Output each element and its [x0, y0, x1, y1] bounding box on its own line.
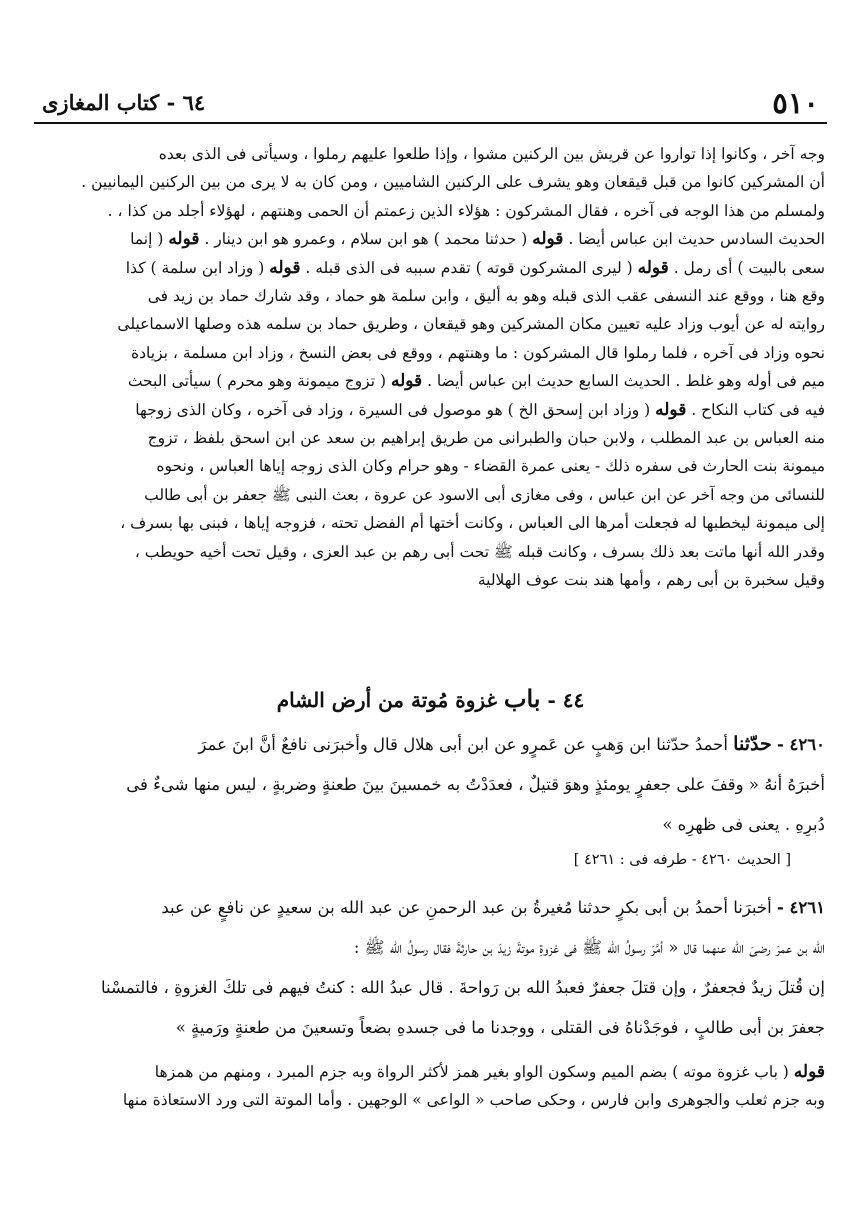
commentary-text: فيه فى كتاب النكاح .: [686, 400, 825, 419]
commentary-text: الحديث السادس حديث ابن عباس أيضا .: [563, 230, 825, 249]
commentary-line: [36, 225, 825, 253]
hadith-4260: [36, 724, 825, 845]
commentary-line: [36, 481, 825, 509]
hadith-text: أحمدُ حدّثنا ابن وَهبٍ عن عَمرٍو عن ابن أبى هلال قال وأخبرَنى نافعٌ أنَّ ابنَ عمرَ: [198, 735, 728, 754]
commentary-line: [36, 566, 825, 594]
commentary-text: ( وزاد ابن إسحق الخ ) هو موصول فى السيرة ، وزاد فى آخره ، وكان الذى زوجها: [135, 400, 656, 419]
qawl-marker: قوله: [637, 257, 669, 278]
commentary-text: ميم فى أوله وهو غلط . الحديث السابع حديث ابن عباس أيضا .: [422, 372, 825, 391]
commentary-text: ميمونة بنت الحارث فى سفره ذلك - يعنى عمرة القضاء - وهو حرام وكان الذى زوجه إياها العباس ، ونحوه: [156, 457, 825, 476]
hadith-line: أخبرَهُ أنهُ « وقفَ على جعفرٍ يومئذٍ وهوَ قتيلٌ ، فعدَدْتُ به خمسينَ بينَ طعنةٍ وضربةٍ ، ليس منها شىءٌ فى: [126, 775, 825, 794]
commentary-line: [36, 424, 825, 452]
hadith-line: الله بن عمرَ رضىَ الله عنهما قال « أمَّرَ رسولُ الله ﷺ فى غزوةِ موتةَ زيدَ بن حارثةَ فقال رسولُ الله ﷺ :: [353, 938, 825, 957]
chapter-bab: باب: [503, 684, 541, 713]
commentary-line: [36, 254, 825, 282]
commentary-text: ( إنما: [130, 230, 169, 249]
page-header: [34, 82, 827, 124]
hadith-text: أخبرَنا أحمدُ بن أبى بكرٍ حدثنا مُغيرةُ بن عبد الرحمنِ عن عبد الله بن سعيدٍ عن نافعٍ عن عبد: [161, 898, 772, 917]
commentary-line: [36, 140, 825, 168]
commentary-text: ( تزوج ميمونة وهو محرم ) سيأتى البحث: [127, 372, 391, 391]
hadith-line: دُبرِهِ . يعنى فى ظهرِه »: [662, 815, 825, 834]
commentary-text: أن المشركين كانوا من قبل قيقعان وهو يشرف على الركنين الشاميين ، ومن كان به لا يرى من بين الركنين اليمانيين .: [81, 173, 825, 192]
qawl-marker: قوله: [390, 371, 423, 392]
haddathana-word: حدّثنا: [733, 733, 772, 755]
chapter-number: ٤٤ -: [547, 688, 585, 712]
hadith-number: ٤٢٦٠ -: [776, 735, 825, 754]
hadith-line: إن قُتلَ زيدٌ فجعفرٌ ، وإن قتلَ جعفرٌ فعبدُ الله بن رَواحةَ . قال عبدُ الله : كنتُ فيهم فى تلكَ الغزوةِ ، فالتمسْنا: [101, 978, 825, 997]
commentary-text: إلى ميمونة ليخطبها له فجعلت أمرها الى العباس ، وكانت أختها أم الفضل تحته ، فزوجه إياها ، فبنى بها بسرف ،: [120, 514, 825, 533]
commentary-line: [36, 452, 825, 480]
commentary-block-2: [36, 1058, 825, 1115]
hadith-4261: [36, 888, 825, 1048]
qawl-marker: قوله: [793, 1062, 825, 1082]
commentary-text: ولمسلم من هذا الوجه فى آخره ، فقال المشركون : هؤلاء الذين زعمتم أن الحمى وهنتهم ، لهؤلاء أجلد من كذا ، .: [107, 201, 825, 220]
qawl-marker: قوله: [532, 229, 564, 250]
commentary-text: للنسائى من وجه آخر عن ابن عباس ، وفى مغازى أبى الاسود عن عروة ، بعث النبى ﷺ جعفر بن أبى طالب: [144, 485, 825, 504]
commentary-line: [36, 282, 825, 310]
hadith-number: ٤٢٦١ -: [776, 898, 825, 917]
qawl-marker: قوله: [269, 257, 301, 278]
commentary-text: وقع هنا ، ووقع عند النسفى عقب الذى قبله وهو به أليق ، وابن سلمة هو حماد ، وقد شارك حماد بن زيد فى: [147, 287, 825, 306]
commentary-line: [36, 538, 825, 566]
commentary-text: ( باب غزوة موته ) بضم الميم وسكون الواو بغير همز لأكثر الرواة وبه جزم المبرد ، ومنهم من همزها: [154, 1063, 794, 1081]
commentary-line: [36, 509, 825, 537]
qawl-marker: قوله: [655, 399, 687, 420]
commentary-text: نحوه وزاد فى آخره ، فلما رملوا قال المشركون : ما وهنتهم ، ووقع فى بعض النسخ ، وزاد ابن مسلمة ، بزيادة: [131, 343, 825, 362]
commentary-text: سعى بالبيت ) أى رمل .: [668, 258, 825, 277]
qawl-marker: قوله: [168, 229, 200, 250]
commentary-text: روايته له عن أيوب وزاد عليه تعيين مكان المشركين وهو قيقعان ، وطريق حماد بن سلمه هذه وصلها الاسماعيلى: [117, 315, 825, 334]
running-title: ٦٤ - كتاب المغازى: [42, 90, 206, 115]
commentary-line: [36, 1086, 825, 1114]
page-number: ٥١٠: [772, 86, 819, 120]
hadith-cross-reference: [ الحديث ٤٢٦٠ - طرفه فى : ٤٢٦١ ]: [573, 852, 791, 868]
commentary-text: وقدر الله أنها ماتت بعد ذلك بسرف ، وكانت قبله ﷺ تحت أبى رهم بن عبد العزى ، وقيل تحت أخيه حويطب ،: [134, 542, 825, 561]
chapter-title: غزوة مُوتة من أرض الشام: [276, 688, 497, 712]
commentary-text: وجه آخر ، وكانوا إذا تواروا عن قريش بين الركنين مشوا ، وإذا طلعوا عليهم رملوا ، وسيأتى فى الذى بعده: [158, 145, 825, 163]
chapter-heading: [36, 684, 825, 713]
hadith-line: [36, 888, 825, 928]
hadith-line: جعفرَ بن أبى طالبٍ ، فوجَدْناهُ فى القتلى ، ووجدنا ما فى جسدهِ بضعاً وتسعينَ من طعنةٍ ورَميةٍ »: [175, 1018, 825, 1037]
commentary-text: وقيل سخبرة بن أبى رهم ، وأمها هند بنت عوف الهلالية: [477, 571, 825, 590]
commentary-block: [36, 140, 825, 595]
hadith-line: [36, 724, 825, 765]
commentary-line: [36, 396, 825, 424]
commentary-text: ( وزاد ابن سلمة ) كذا: [125, 258, 270, 277]
commentary-line: [36, 168, 825, 196]
commentary-line: [36, 310, 825, 338]
commentary-text: وبه جزم ثعلب والجوهرى وابن فارس ، وحكى صاحب « الواعى » الوجهين . وأما الموتة التى ورد الاستعاذة منها: [122, 1091, 825, 1110]
commentary-line: [36, 367, 825, 395]
commentary-text: ( ليرى المشركون قوته ) تقدم سببه فى الذى قبله .: [300, 258, 638, 277]
commentary-text: منه العباس بن عبد المطلب ، ولابن حبان والطبرانى من طريق إبراهيم بن سعد عن ابن اسحق بلفظ ، تزوج: [147, 429, 825, 448]
commentary-line: [36, 339, 825, 367]
commentary-line: [36, 197, 825, 225]
commentary-line: [36, 1058, 825, 1086]
commentary-text: ( حدثنا محمد ) هو ابن سلام ، وعمرو هو ابن دينار .: [199, 230, 533, 249]
